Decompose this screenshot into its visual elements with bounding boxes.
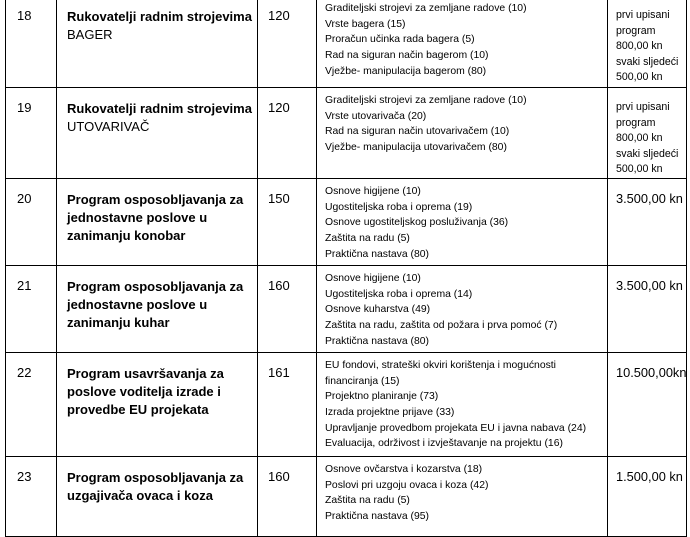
table-row: [6, 352, 687, 456]
program-subjects: [317, 352, 608, 456]
price-line: 3.500,00 kn: [616, 277, 683, 293]
program-name-cell: [57, 352, 258, 456]
program-subjects: [317, 88, 608, 179]
price-line: svaki sljedeći: [616, 55, 679, 68]
subject-item: Vrste bagera (15): [325, 18, 406, 30]
program-name-cell: [57, 178, 258, 265]
table-row: [6, 0, 687, 88]
price-line: program: [616, 24, 656, 37]
subject-item: Evaluacija, održivost i izvještavanje na projektu (16): [325, 438, 563, 450]
program-name: Program osposobljavanja za jednostavne poslove u zanimanju konobar: [67, 191, 244, 243]
program-price: [608, 178, 687, 265]
price-line: 800,00 kn: [616, 132, 663, 145]
program-hours: 120: [258, 0, 317, 88]
program-subjects: [317, 0, 608, 88]
subject-item: Osnove ovčarstva i kozarstva (18): [325, 463, 483, 475]
program-name: Program osposobljavanja za jednostavne poslove u zanimanju kuhar: [67, 278, 244, 330]
price-line: program: [616, 116, 656, 129]
subject-item: Osnove higijene (10): [325, 272, 421, 284]
subject-item: Ugostiteljska roba i oprema (19): [325, 201, 473, 213]
program-name: Rukovatelji radnim strojevima: [67, 9, 252, 24]
program-subjects: [317, 178, 608, 265]
subject-item: Zaštita na radu (5): [325, 233, 410, 245]
program-name-cell: [57, 0, 258, 88]
subject-item: Vježbe- manipulacija utovarivačem (80): [325, 142, 507, 154]
program-hours: 160: [258, 456, 317, 536]
subject-item: Ugostiteljska roba i oprema (14): [325, 288, 473, 300]
subject-item: Zaštita na radu (5): [325, 495, 410, 507]
subject-item: Izrada projektne prijave (33): [325, 407, 455, 419]
subject-item: Projektno planiranje (73): [325, 391, 439, 403]
program-hours: 161: [258, 352, 317, 456]
subject-item: Rad na siguran način utovarivačem (10): [325, 126, 510, 138]
price-line: prvi upisani: [616, 101, 670, 113]
program-name: Rukovatelji radnim strojevima: [67, 101, 252, 116]
subject-item: Osnove ugostiteljskog posluživanja (36): [325, 217, 509, 229]
subject-item: Praktična nastava (80): [325, 335, 429, 347]
program-name-cell: [57, 265, 258, 352]
row-number: 18: [6, 0, 57, 88]
price-line: prvi upisani: [616, 9, 670, 21]
program-name-cell: [57, 456, 258, 536]
programs-table: [5, 0, 687, 537]
row-number: 21: [6, 265, 57, 352]
program-price: [608, 456, 687, 536]
subject-item: Upravljanje provedbom projekata EU i javna nabava (24): [325, 422, 587, 434]
table-row: [6, 265, 687, 352]
subject-item: financiranja (15): [325, 375, 400, 387]
price-line: 500,00 kn: [616, 71, 663, 84]
row-number: 22: [6, 352, 57, 456]
price-line: 800,00 kn: [616, 40, 663, 53]
program-subname: BAGER: [67, 27, 113, 42]
program-name-cell: [57, 88, 258, 179]
subject-item: Graditeljski strojevi za zemljane radove (10): [325, 95, 527, 106]
table-row: [6, 456, 687, 536]
subject-item: Rad na siguran način bagerom (10): [325, 50, 489, 62]
program-price: [608, 0, 687, 88]
program-subjects: [317, 265, 608, 352]
program-hours: 150: [258, 178, 317, 265]
price-line: 3.500,00 kn: [616, 190, 683, 206]
table-row: [6, 88, 687, 179]
program-hours: 160: [258, 265, 317, 352]
program-price: [608, 352, 687, 456]
subject-item: Vježbe- manipulacija bagerom (80): [325, 65, 487, 77]
program-hours: 120: [258, 88, 317, 179]
program-price: [608, 265, 687, 352]
subject-item: Vrste utovarivača (20): [325, 110, 427, 122]
price-line: 1.500,00 kn: [616, 468, 683, 484]
subject-item: Osnove kuharstva (49): [325, 304, 431, 316]
subject-item: Poslovi pri uzgoju ovaca i koza (42): [325, 479, 489, 491]
row-number: 19: [6, 88, 57, 179]
program-name: Program usavršavanja za poslove voditelja izrade i provedbe EU projekata: [67, 365, 224, 417]
subject-item: Proračun učinka rada bagera (5): [325, 34, 475, 46]
price-line: 500,00 kn: [616, 163, 663, 176]
subject-item: EU fondovi, strateški okviri korištenja i mogućnosti: [325, 359, 556, 371]
price-line: 10.500,00kn: [616, 364, 687, 380]
program-subname: UTOVARIVAČ: [67, 119, 150, 134]
row-number: 20: [6, 178, 57, 265]
subject-item: Zaštita na radu, zaštita od požara i prva pomoć (7): [325, 320, 558, 332]
program-name: Program osposobljavanja za uzgajivača ovaca i koza: [67, 469, 244, 503]
subject-item: Osnove higijene (10): [325, 185, 421, 197]
program-subjects: [317, 456, 608, 536]
table-row: [6, 178, 687, 265]
subject-item: Graditeljski strojevi za zemljane radove (10): [325, 3, 527, 14]
program-price: [608, 88, 687, 179]
subject-item: Praktična nastava (80): [325, 248, 429, 260]
price-line: svaki sljedeći: [616, 147, 679, 160]
subject-item: Praktična nastava (95): [325, 511, 429, 523]
row-number: 23: [6, 456, 57, 536]
